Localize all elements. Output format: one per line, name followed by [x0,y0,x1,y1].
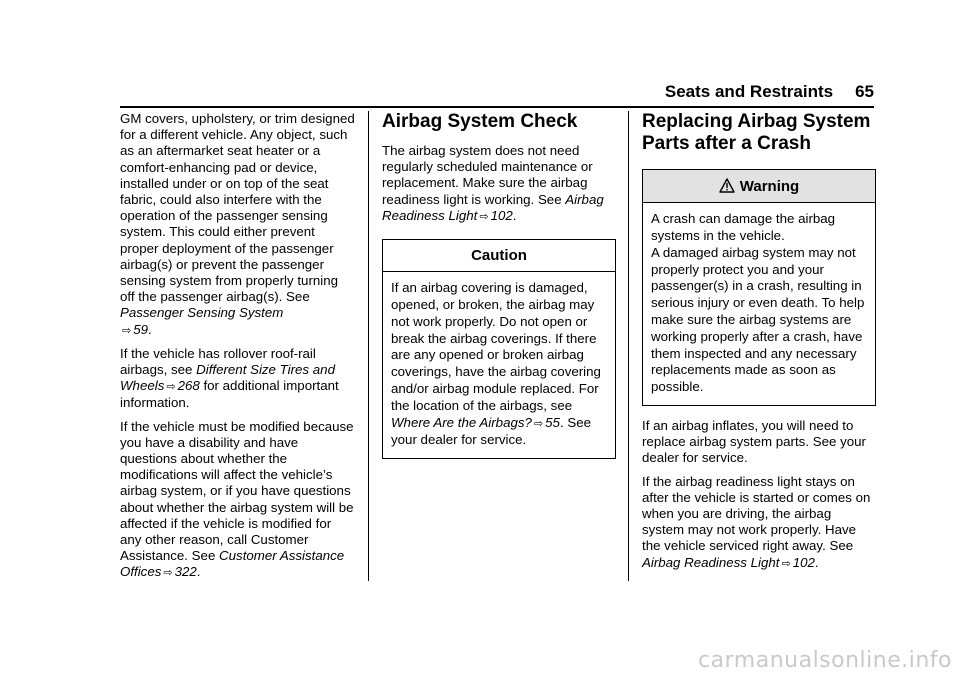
caution-box [382,239,616,459]
page-ref-icon: ⇨ [163,567,173,580]
caution-heading: Caution [383,240,615,272]
caution-text: If an airbag covering is damaged, opened, or broken, the airbag may not work properly. Do not open or break the airbag coverings. If there are any opened or broken airbag coverings, have the airbag covering and/or airbag module replaced. For the location of the airbags, see Where Are the Airbags? ⇨ 55. See your dealer for service. [391,280,601,448]
column-divider [628,111,629,581]
page-ref-icon: ⇨ [781,557,791,570]
paragraph: The airbag system does not need regularly scheduled maintenance or replacement. Make sure the airbag readiness light is working. See Airbag Readiness Light ⇨ 102. [382,143,604,223]
page-ref-icon: ⇨ [479,210,489,223]
page-ref[interactable]: 55 [545,414,560,430]
page-ref[interactable]: 102 [792,554,815,570]
cross-reference-link[interactable]: Airbag Readiness Light [642,554,780,570]
cross-reference-link[interactable]: Airbag Readiness Light [382,191,604,223]
column-divider [368,111,369,581]
section-heading: Replacing Airbag System Parts after a Crash [642,111,871,154]
paragraph: If the airbag readiness light stays on after the vehicle is started or comes on when you are driving, the airbag system may not work properly. Have the vehicle serviced right away. See Airbag Readiness Light ⇨ 102. [642,473,871,570]
section-heading: Airbag System Check [382,111,578,132]
paragraph: If the vehicle must be modified because you have a disability and have questions about whether the modifications will affect the vehicle’s airbag system, or if you have questions about whether the airbag system will be affected if the vehicle is modified for any other reason, call Customer Assistance. See Customer Assistance Offices ⇨ 322. [120,418,354,580]
header-rule [120,106,874,108]
warning-icon [719,178,735,193]
cross-reference-link[interactable]: Passenger Sensing System [120,305,284,321]
page-ref[interactable]: 268 [177,378,200,394]
page-ref-icon: ⇨ [122,324,132,337]
page-ref-icon: ⇨ [533,417,544,430]
paragraph: If an airbag inflates, you will need to replace airbag system parts. See your dealer for service. [642,417,866,466]
warning-box [642,169,876,406]
cross-reference-link[interactable]: Where Are the Airbags? [391,414,532,430]
cross-reference-link[interactable]: Different Size Tires and Wheels [120,362,335,394]
warning-heading: Warning [643,170,875,203]
page-number: 65 [855,82,874,101]
page-header [0,82,874,102]
paragraph: If the vehicle has rollover roof-rail airbags, see Different Size Tires and Wheels ⇨ 268 for additional important information. [120,345,339,411]
page-ref[interactable]: 322 [174,564,197,580]
page-ref[interactable]: 102 [490,207,513,223]
column-1 [120,111,356,589]
watermark: carmanualsonline.info [698,648,952,673]
section-title: Seats and Restraints [664,82,834,101]
warning-text: A crash can damage the airbag systems in the vehicle. A damaged airbag system may not properly protect you and your passenger(s) in a crash, resulting in serious injury or even death. To help make sure the airbag systems are working properly after a crash, have them inspected and any necessary replacements made as soon as possible. [651,211,865,395]
paragraph: GM covers, upholstery, or trim designed for a different vehicle. Any object, such as an aftermarket seat heater or a comfort-enhancing pad or device, installed under or on top of the seat fabric, could also interfere with the operation of the passenger sensing system. This could either prevent proper deployment of the passenger airbag(s) or prevent the passenger sensing system from properly turning off the passenger airbag(s). See Passenger Sensing System ⇨ 59. [120,111,355,337]
column-2 [382,111,616,471]
column-3 [642,111,876,579]
page-ref[interactable]: 59 [133,321,149,337]
page-ref-icon: ⇨ [166,381,176,394]
cross-reference-link[interactable]: Customer Assistance Offices [120,548,345,580]
